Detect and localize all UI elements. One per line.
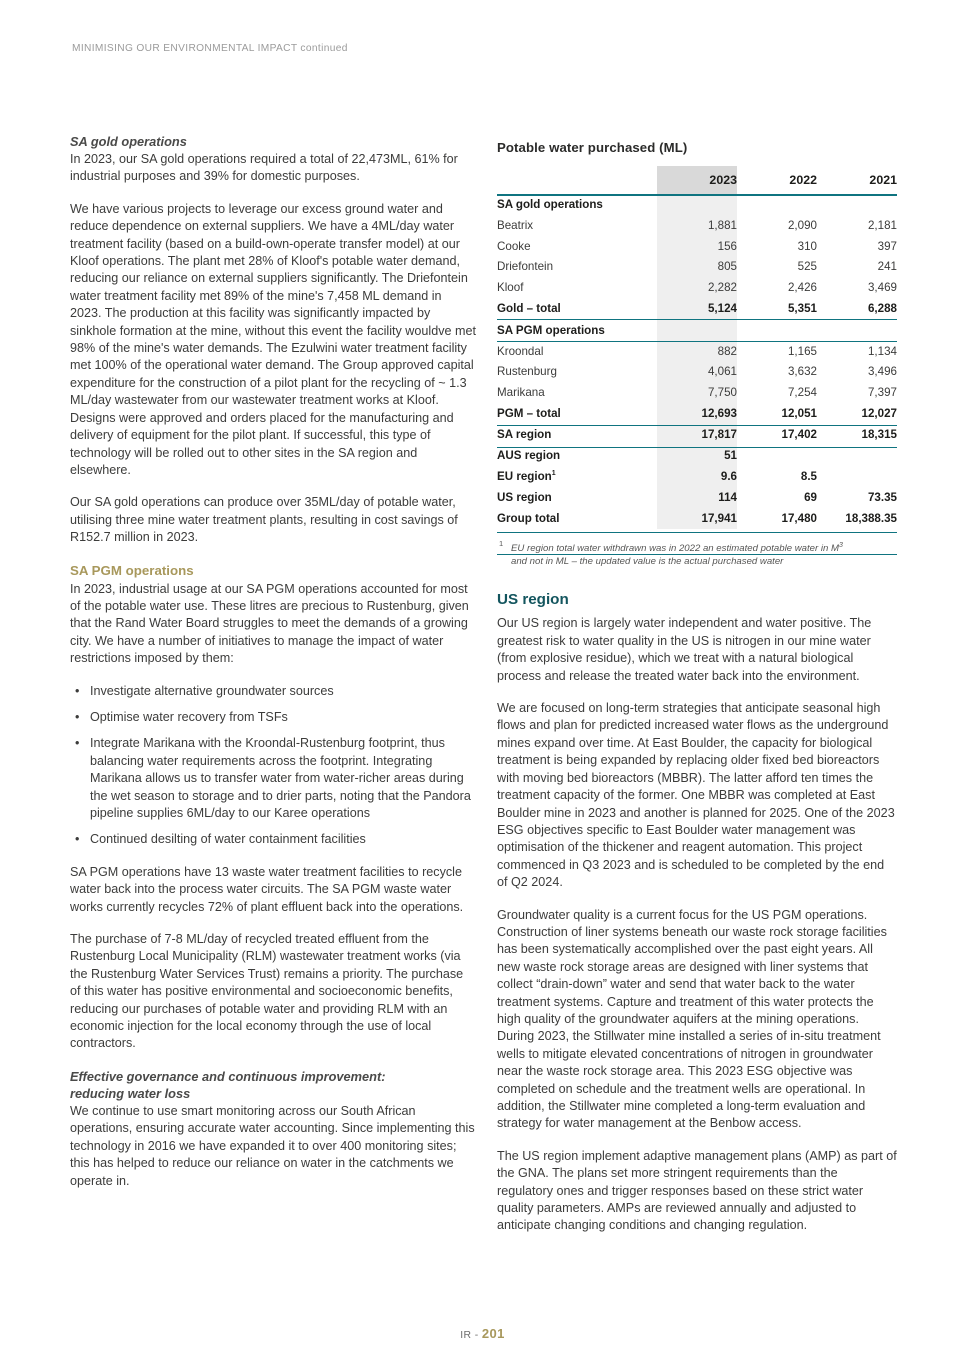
table-cell-2022: 2,426 — [787, 281, 817, 295]
table-cell-2023: 5,124 — [657, 298, 737, 320]
column-header-label — [497, 166, 657, 194]
table-row-label: Rustenburg — [497, 365, 557, 379]
table-cell-2022: 525 — [797, 260, 817, 274]
paragraph-groundwater-quality: Groundwater quality is a current focus for the US PGM operations. Construction of liner systems beneath our waste rock storage facilities has been systematically accomplished over the past eight years. All new waste rock storage areas are designed with liner systems that collect “drain-down” water and send that water back to the water treatment systems. Capture and treatment of this water protects the high quality of the groundwater aquifers at the mining operations. During 2023, the Stillwater mine installed a series of in-situ treatment wells to mitigate elevated concentrations of nitrogen in groundwater near the waste rock storage area. This 2023 ESG objective was completed on schedule and the treatment wells are operational. In addition, the Stillwater mine completed a long-term evaluation and strategy for water management at the Benbow access. — [497, 907, 887, 1131]
list-item-text: Investigate alternative groundwater sources — [90, 683, 334, 698]
table-cell-2021 — [817, 320, 897, 341]
table-cell-2022: 7,254 — [787, 386, 817, 400]
footnote-superscript: 3 — [838, 542, 843, 550]
table-cell-2022: 12,051 — [781, 407, 817, 421]
column-header-2021: 2021 — [869, 173, 897, 187]
heading-effective-governance — [70, 1068, 476, 1102]
table-row — [497, 403, 897, 425]
table-cell-2021: 18,315 — [861, 428, 897, 442]
table-cell-2022: 69 — [804, 490, 817, 504]
list-item-text: Integrate Marikana with the Kroondal-Rustenburg footprint, thus balancing water requirements across the footprint. Integrating Marikana allows us to transfer water from water-richer areas during the wet season to storage and to drier parts, noting that the Pandora pipeline supplies 6ML/day to our Karee operations — [90, 736, 471, 820]
table-cell-2021: 6,288 — [867, 302, 897, 316]
table-row-label: US region — [497, 490, 552, 504]
table-row-label: AUS region — [497, 449, 561, 463]
table-cell-2021: 3,469 — [867, 281, 897, 295]
table-cell-2021: 3,496 — [867, 365, 897, 379]
potable-water-purchased-table — [497, 166, 897, 529]
table-cell-2023 — [657, 320, 737, 341]
table-cell-2022: 2,090 — [787, 218, 817, 232]
table-cell-2023: 4,061 — [657, 361, 737, 382]
table-row-label: SA gold operations — [497, 198, 603, 211]
table-row — [497, 215, 897, 236]
paragraph-adaptive-management-plans: The US region implement adaptive management plans (AMP) as part of the GNA. The plans set more stringent requirements than the regulatory ones and trigger responses based on these strict water quality parameters. AMPs are reviewed annually and adjusted to anticipate changing conditions and changing regulation. — [497, 1148, 897, 1233]
table-cell-2023: 17,817 — [657, 425, 737, 446]
table-row — [497, 508, 897, 530]
table-row-label: Kloof — [497, 281, 524, 295]
table-cell-2021: 397 — [877, 239, 897, 253]
bullet-icon: • — [75, 832, 80, 847]
table-row — [497, 425, 897, 446]
paragraph-potable-capacity: Our SA gold operations can produce over 35ML/day of potable water, utilising three mine water treatment plants, resulting in cost savings of R152.7 million in 2023. — [70, 495, 458, 545]
table-header-row — [497, 166, 897, 194]
initiatives-bullet-list — [70, 683, 476, 849]
bullet-icon: • — [75, 709, 80, 724]
table-cell-2021: 241 — [877, 260, 897, 274]
table-row-label: Kroondal — [497, 344, 544, 358]
table-rule-above-gold-total — [497, 319, 897, 320]
paragraph-long-term-strategies: We are focused on long-term strategies that anticipate seasonal high flows and plan for predicted increased water flows as the underground mines expand over time. At East Boulder, the capacity for biological treatment is being expanded by replacing older fixed bed bioreactors with moving bed bioreactors (MBBR). The latter afford ten times the treatment capacity of the former. One MBBR was completed at East Boulder mine in 2023 and another is planned for 2025. One of the 2023 ESG objectives specific to East Boulder water management was optimisation of the thickener and reagent automation. This project commenced in Q3 2023 and is scheduled to be completed by the end of Q2 2024. — [497, 701, 895, 890]
table-cell-2023: 805 — [657, 257, 737, 278]
table-row — [497, 487, 897, 508]
row-footnote-marker: 1 — [551, 470, 556, 478]
table-cell-2022: 17,480 — [781, 512, 817, 526]
table-cell-2023: 2,282 — [657, 277, 737, 298]
footer-prefix: IR - — [460, 1330, 479, 1341]
paragraph-waste-water-facilities: SA PGM operations have 13 waste water treatment facilities to recycle water back into the process water circuits. The SA PGM waste water works currently recycles 72% of plant effluent back into the operations. — [70, 864, 464, 914]
table-cell-2021 — [817, 466, 897, 487]
table-body — [497, 194, 897, 529]
table-cell-2021: 7,397 — [867, 386, 897, 400]
table-row — [497, 466, 897, 487]
table-footnote — [497, 539, 897, 568]
heading-governance-line-2: reducing water loss — [70, 1085, 191, 1101]
table-row — [497, 341, 897, 362]
table-row — [497, 320, 897, 341]
running-header: MINIMISING OUR ENVIRONMENTAL IMPACT continued — [72, 43, 348, 54]
heading-us-region: US region — [497, 591, 569, 609]
paragraph-sa-gold-intro: In 2023, our SA gold operations required a total of 22,473ML, 61% for industrial purposes and 39% for domestic purposes. — [70, 152, 458, 184]
left-column — [70, 133, 476, 1190]
table-cell-2023: 882 — [657, 341, 737, 362]
list-item-text: Optimise water recovery from TSFs — [90, 709, 288, 724]
table-rule-above-pgm-total — [497, 425, 897, 426]
table-cell-2022 — [737, 445, 817, 466]
table-rule-above-group-total — [497, 532, 897, 533]
table-cell-2022: 310 — [797, 239, 817, 253]
table-rule-below-pgm-total — [497, 447, 897, 448]
paragraph-water-projects: We have various projects to leverage our excess ground water and reduce dependence on external suppliers. We have a 4ML/day water treatment facility (based on a build-own-operate transfer model) at our Kloof operations. The plant met 28% of Kloof's potable water demand, reducing our reliance on external suppliers significantly. The Driefontein water treatment facility met 89% of the mine's 7,458 ML demand in 2023. The production at this facility was significantly impacted by sinkhole formation at the mine, without this event the facility wouldve met 98% of the mine's water demands. The Ezulwini water treatment facility met 100% of the operational water demand. The Group approved capital expenditure for the construction of a pilot plant for the recycling of ~ 1.3 ML/day wastewater from our wastewater treatment works at Kloof. Designs were approved and orders placed for the manufacturing and delivery of equipment for the pilot plant. If successful, this type of technology will be rolled out to other sites in the SA region and elsewhere. — [70, 201, 477, 477]
footnote-marker: 1 — [499, 539, 504, 549]
potable-water-table-wrap — [497, 166, 897, 529]
table-row-label: SA PGM operations — [497, 323, 605, 337]
table-title: Potable water purchased (ML) — [497, 140, 688, 155]
table-cell-2022: 1,165 — [787, 344, 817, 358]
table-cell-2023: 114 — [657, 487, 737, 508]
paragraph-rlm-effluent: The purchase of 7-8 ML/day of recycled treated effluent from the Rustenburg Local Municipality (RLM) wastewater treatment works (via the Rustenburg Water Services Trust) remains a priority. The purchase of this water has positive environmental and socioeconomic benefits, reducing our purchases of potable water and providing RLM with an economic injection for the local economy through the use of local contractors. — [70, 932, 464, 1051]
table-cell-2021: 2,181 — [867, 218, 897, 232]
table-cell-2021 — [817, 194, 897, 215]
bullet-icon: • — [75, 736, 80, 751]
footnote-text-part-2: and not in ML – the updated value is the actual purchased water — [511, 556, 784, 568]
table-cell-2023: 1,881 — [657, 215, 737, 236]
heading-sa-pgm-operations: SA PGM operations — [70, 562, 194, 578]
table-cell-2022: 8.5 — [800, 470, 817, 484]
table-rule-under-header — [497, 194, 897, 196]
table-row-label: EU region$^1$ — [497, 470, 556, 484]
table-row — [497, 194, 897, 215]
table-cell-2022: 5,351 — [787, 302, 817, 316]
heading-sa-gold-operations: SA gold operations — [70, 134, 187, 149]
table-cell-2023: 156 — [657, 236, 737, 257]
table-cell-2023: 51 — [657, 445, 737, 466]
table-cell-2022 — [737, 194, 817, 215]
column-header-2022: 2022 — [789, 173, 817, 187]
footer-page-number: 201 — [481, 1326, 505, 1341]
paragraph-us-water-independent: Our US region is largely water independent and water positive. The greatest risk to water quality in the US is nitrogen in our mine water (from explosive residue), which we treat with a natural biological process and release the treated water back into the environment. — [497, 616, 872, 683]
table-cell-2022: 17,402 — [781, 428, 817, 442]
table-cell-2021: 1,134 — [867, 344, 897, 358]
page-footer — [0, 1326, 965, 1341]
list-item — [70, 683, 476, 700]
table-cell-2021: 18,388.35 — [845, 512, 897, 526]
table-cell-2021: 12,027 — [861, 407, 897, 421]
table-row — [497, 361, 897, 382]
list-item — [70, 709, 476, 726]
table-cell-2023: 17,941 — [657, 508, 737, 530]
table-row — [497, 382, 897, 403]
list-item — [70, 735, 476, 822]
table-cell-2022 — [737, 320, 817, 341]
table-row-label: Cooke — [497, 239, 531, 253]
table-cell-2021 — [817, 445, 897, 466]
table-row — [497, 236, 897, 257]
table-cell-2023: 9.6 — [657, 466, 737, 487]
table-cell-2023: 12,693 — [657, 403, 737, 425]
table-row — [497, 445, 897, 466]
column-header-2023: 2023 — [657, 166, 737, 194]
table-cell-2022: 3,632 — [787, 365, 817, 379]
table-row — [497, 257, 897, 278]
table-row-label: Gold – total — [497, 302, 561, 316]
footnote-text-part-1: EU region total water withdrawn was in 2022 an estimated potable water in M — [511, 543, 839, 555]
table-row-label: SA region — [497, 428, 552, 442]
paragraph-sa-pgm-intro: In 2023, industrial usage at our SA PGM operations accounted for most of the potable water use. These litres are precious to Rustenburg, given that the Rand Water Board struggles to meet the demands of a growing city. We have a number of initiatives to manage the impact of water restrictions imposed by them: — [70, 581, 469, 666]
table-cell-2021: 73.35 — [867, 490, 897, 504]
table-row — [497, 277, 897, 298]
table-cell-2023: 7,750 — [657, 382, 737, 403]
paragraph-smart-monitoring: We continue to use smart monitoring across our South African operations, ensuring accurate water accounting. Since implementing this technology in 2016 we have expanded it to over 400 monitoring sites; this has helped to reduce our reliance on water in the catchments we operate in. — [70, 1103, 475, 1188]
heading-governance-line-1: Effective governance and continuous improvement: — [70, 1068, 386, 1084]
table-cell-2023 — [657, 194, 737, 215]
bullet-icon: • — [75, 683, 80, 698]
table-row-label: Group total — [497, 512, 560, 526]
table-rule-below-gold-total — [497, 341, 897, 342]
table-row-label: PGM – total — [497, 407, 561, 421]
list-item-text: Continued desilting of water containment facilities — [90, 832, 366, 847]
table-row-label: Beatrix — [497, 218, 534, 232]
right-column — [497, 140, 897, 1235]
table-row — [497, 298, 897, 320]
list-item — [70, 831, 476, 848]
table-row-label: Marikana — [497, 386, 545, 400]
table-row-label: Driefontein — [497, 260, 554, 274]
